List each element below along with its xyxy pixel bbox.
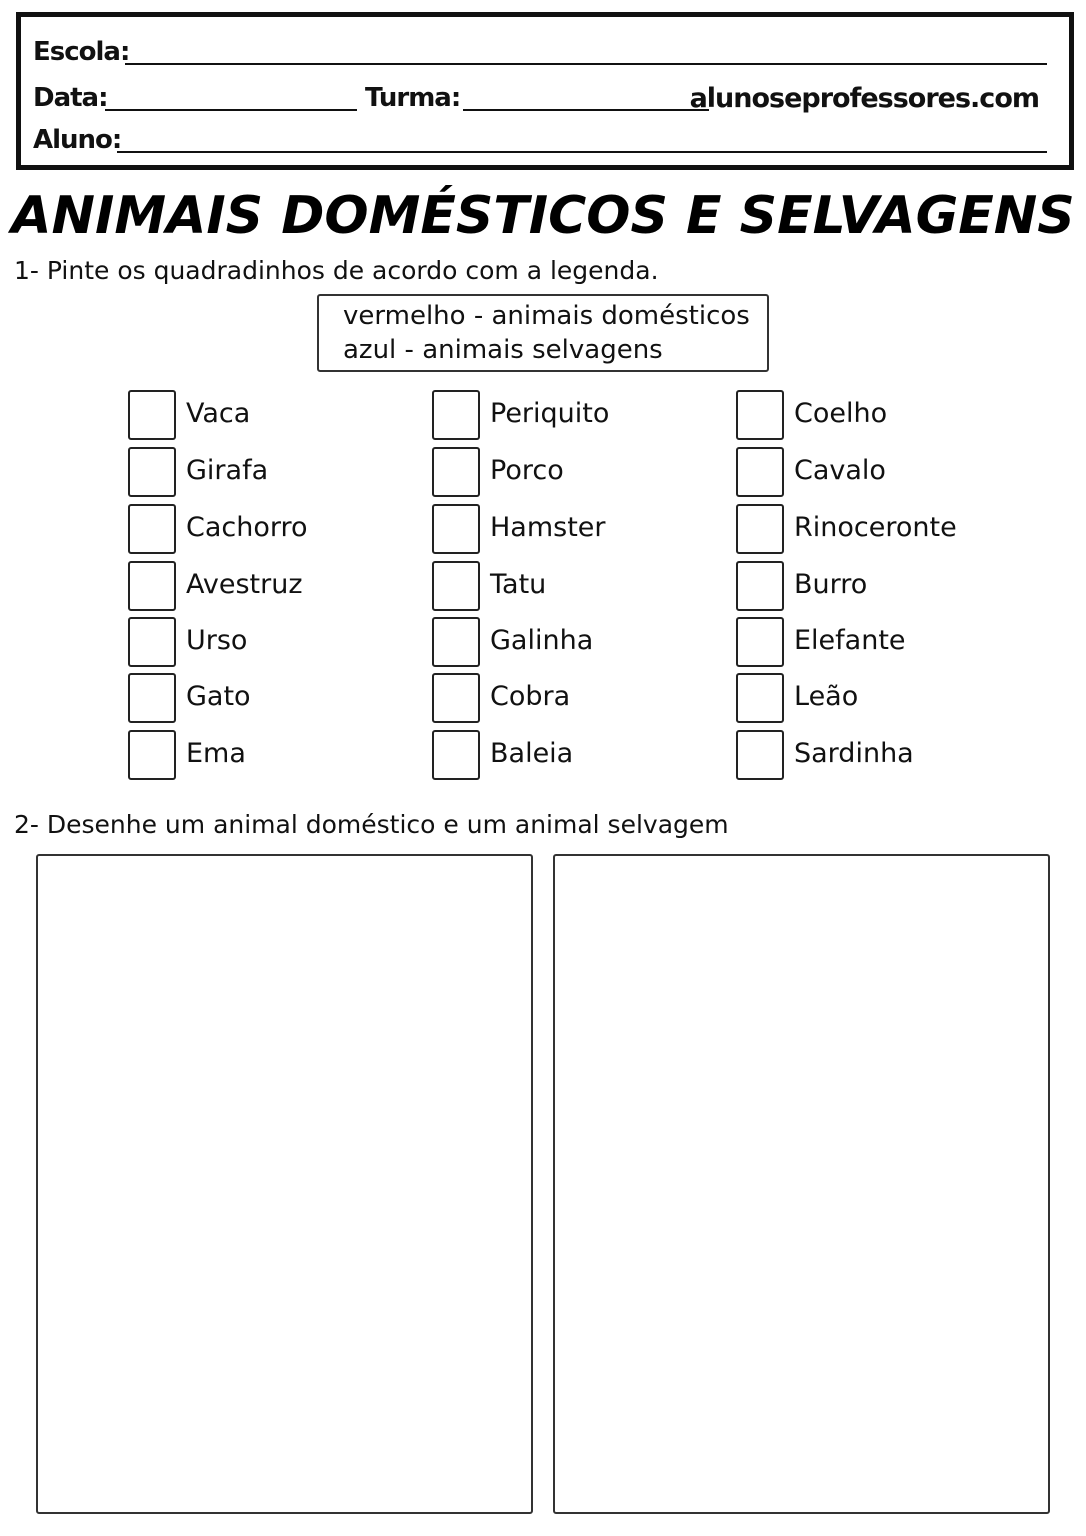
checkbox[interactable] (432, 447, 480, 497)
animal-label: Tatu (490, 569, 547, 600)
checkbox[interactable] (432, 561, 480, 611)
student-label: Aluno: (33, 125, 122, 155)
animal-label: Porco (490, 455, 564, 486)
checkbox[interactable] (736, 617, 784, 667)
animal-label: Cachorro (186, 512, 308, 543)
school-field[interactable] (125, 63, 1047, 65)
question-2-text: 2- Desenhe um animal doméstico e um animal selvagem (14, 810, 729, 839)
question-1-text: 1- Pinte os quadradinhos de acordo com a legenda. (14, 256, 659, 285)
animal-label: Urso (186, 625, 248, 656)
legend-box (317, 294, 769, 372)
legend-item-blue: azul - animais selvagens (343, 335, 663, 365)
animal-label: Vaca (186, 398, 251, 429)
checkbox[interactable] (432, 673, 480, 723)
date-field[interactable] (105, 109, 357, 111)
animal-label: Avestruz (186, 569, 303, 600)
animal-label: Baleia (490, 738, 574, 769)
checkbox[interactable] (736, 673, 784, 723)
checkbox[interactable] (128, 617, 176, 667)
animal-label: Coelho (794, 398, 888, 429)
checkbox[interactable] (128, 561, 176, 611)
animal-label: Cobra (490, 681, 571, 712)
checkbox[interactable] (736, 447, 784, 497)
animal-label: Gato (186, 681, 251, 712)
animal-label: Rinoceronte (794, 512, 957, 543)
animal-label: Burro (794, 569, 868, 600)
school-label: Escola: (33, 37, 130, 67)
student-field[interactable] (117, 151, 1047, 153)
checkbox[interactable] (736, 390, 784, 440)
checkbox[interactable] (736, 561, 784, 611)
checkbox[interactable] (736, 504, 784, 554)
animal-label: Sardinha (794, 738, 914, 769)
legend-item-red: vermelho - animais domésticos (343, 301, 750, 331)
checkbox[interactable] (128, 447, 176, 497)
animal-label: Cavalo (794, 455, 886, 486)
date-label: Data: (33, 83, 108, 113)
checkbox[interactable] (128, 673, 176, 723)
checkbox[interactable] (432, 617, 480, 667)
animal-label: Girafa (186, 455, 269, 486)
checkbox[interactable] (432, 730, 480, 780)
checkbox[interactable] (736, 730, 784, 780)
class-field[interactable] (463, 109, 709, 111)
animal-label: Periquito (490, 398, 610, 429)
drawing-area-wild[interactable] (553, 854, 1050, 1514)
class-label: Turma: (365, 83, 461, 113)
animal-label: Leão (794, 681, 859, 712)
drawing-area-domestic[interactable] (36, 854, 533, 1514)
checkbox[interactable] (128, 730, 176, 780)
animal-label: Elefante (794, 625, 906, 656)
checkbox[interactable] (128, 390, 176, 440)
checkbox[interactable] (432, 390, 480, 440)
checkbox[interactable] (128, 504, 176, 554)
animal-label: Hamster (490, 512, 606, 543)
animal-label: Galinha (490, 625, 594, 656)
animal-label: Ema (186, 738, 246, 769)
website-text: alunoseprofessores.com (689, 83, 1039, 114)
page-title: ANIMAIS DOMÉSTICOS E SELVAGENS (11, 186, 1075, 246)
header-box (16, 12, 1074, 170)
checkbox[interactable] (432, 504, 480, 554)
